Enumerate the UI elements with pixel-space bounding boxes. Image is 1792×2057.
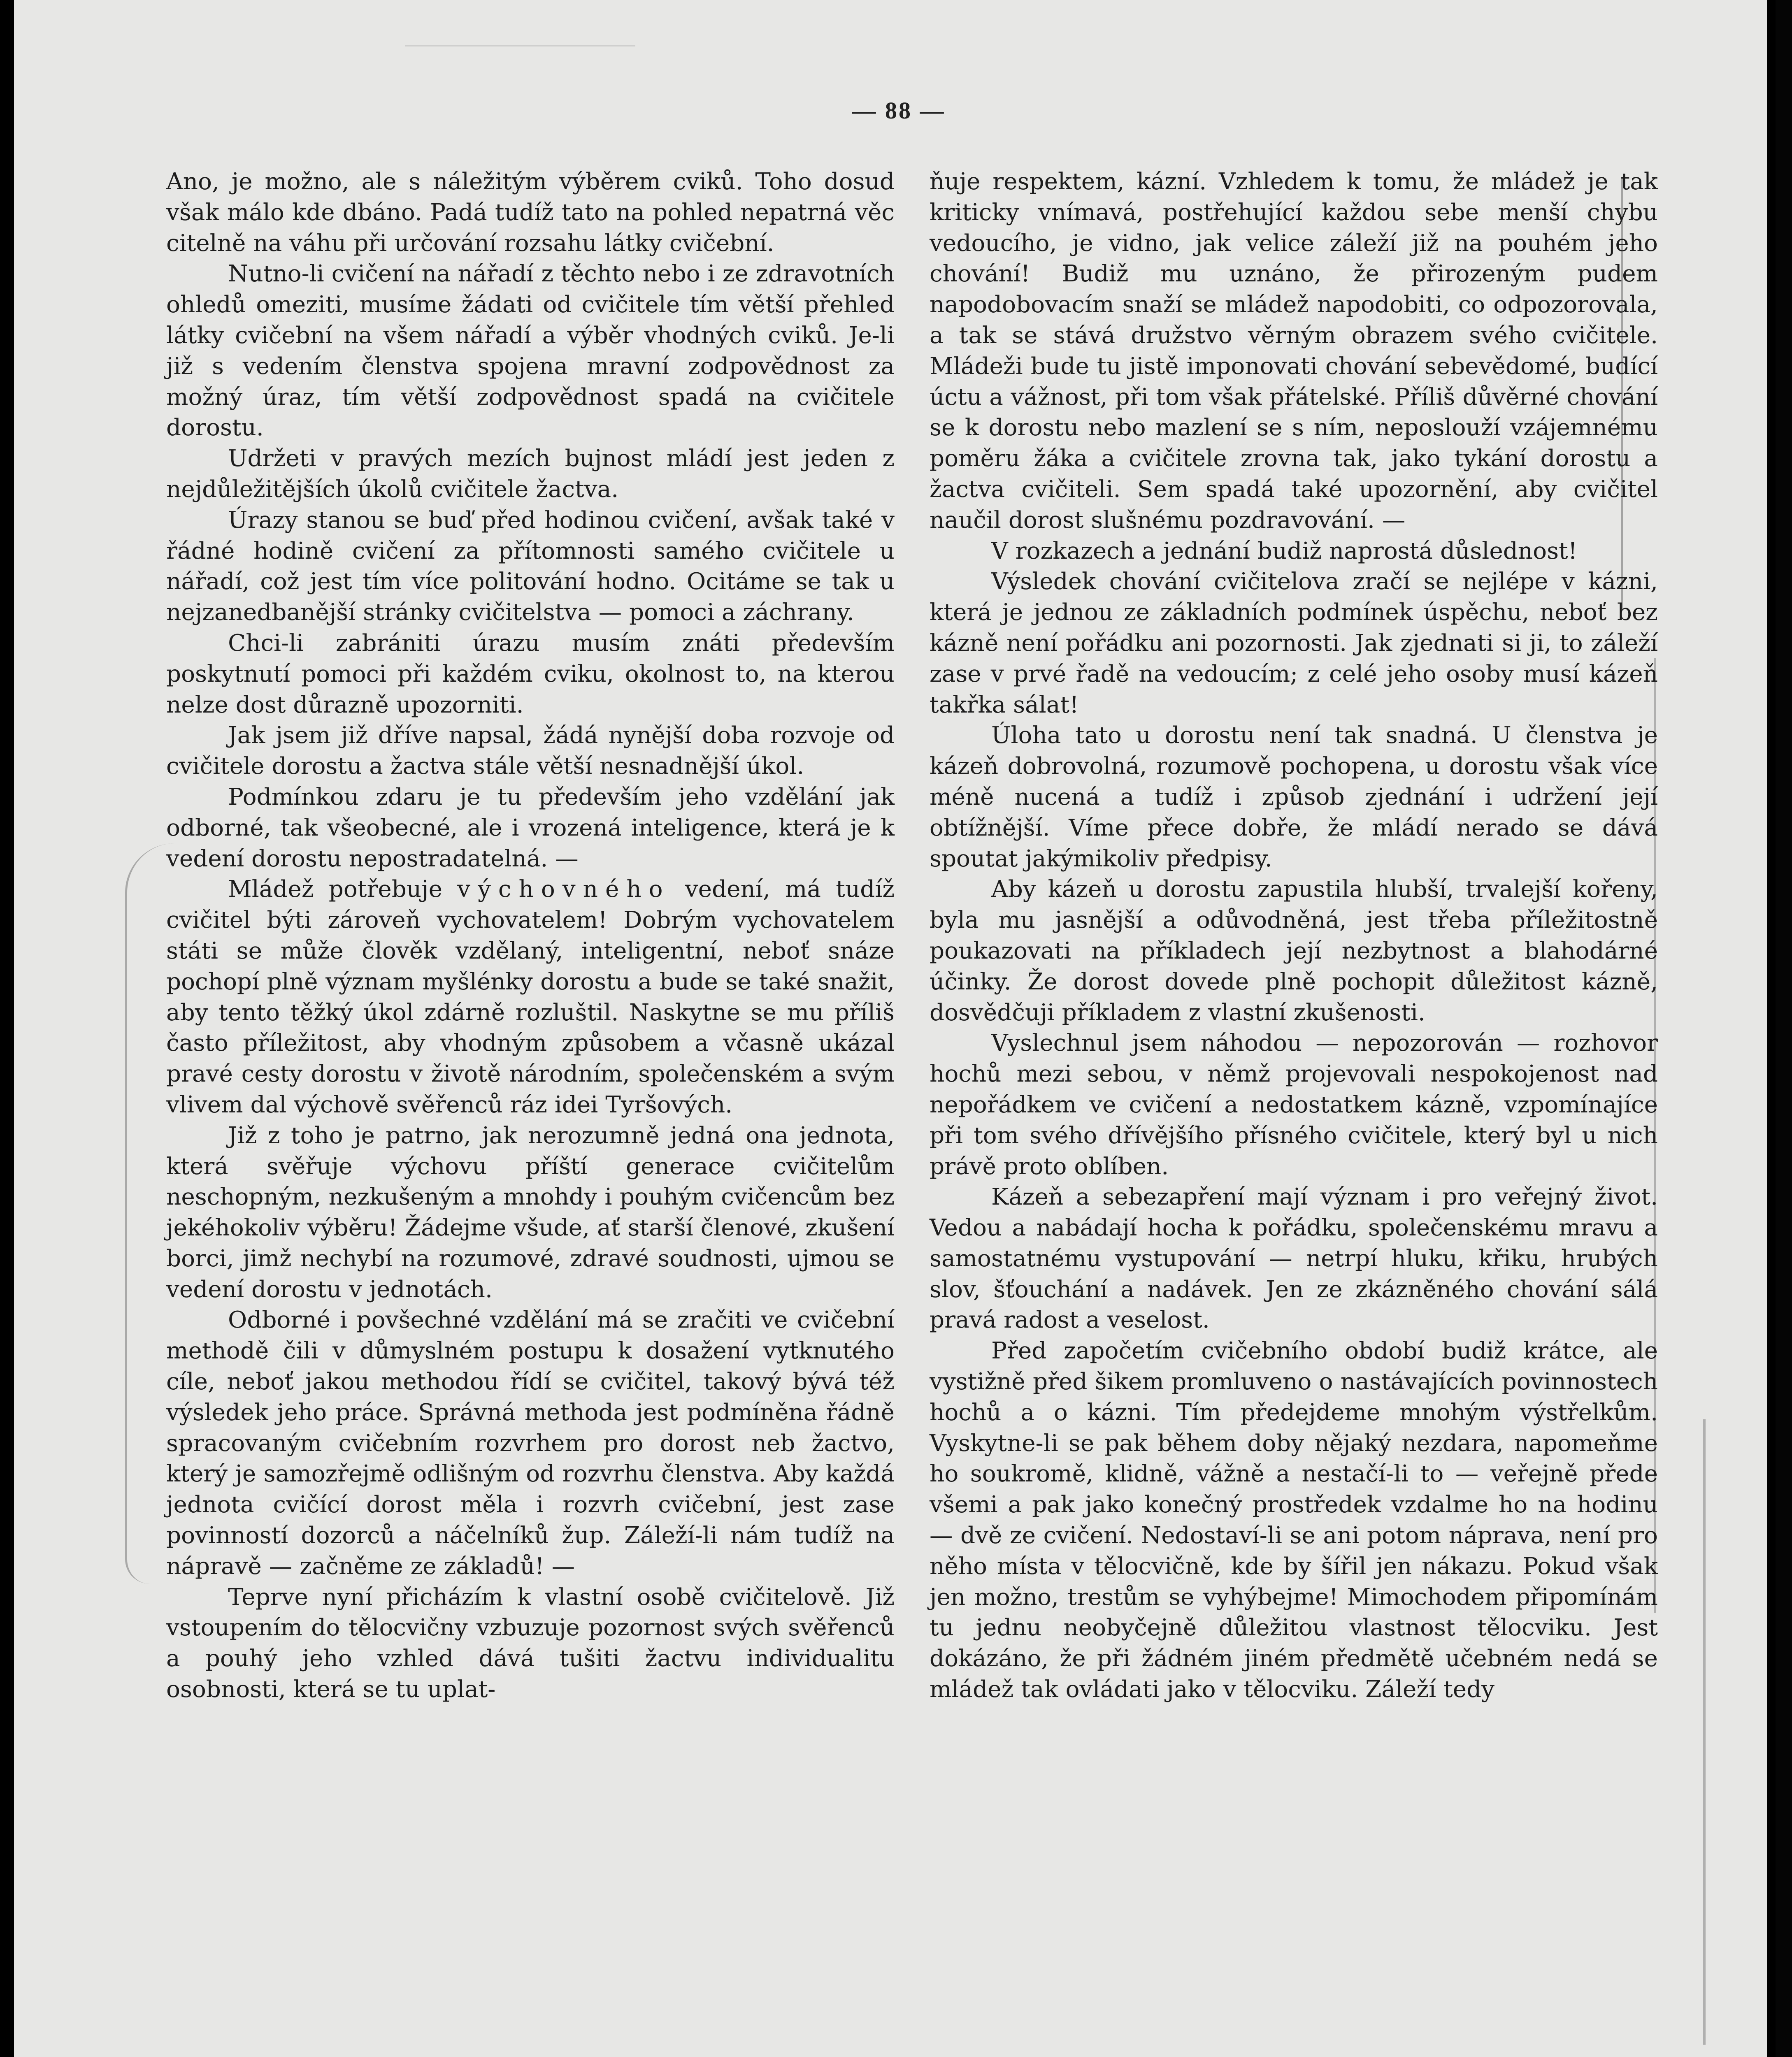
paragraph: Výsledek chování cvičitelova zračí se nejlépe v kázni, která je jednou ze základních podmínek úspěchu, neboť bez kázně není pořádku ani pozornosti. Jak zjednati si ji, to záleží zase v prvé řadě na vedoucím; z celé jeho osoby musí kázeň takřka sálat!	[930, 568, 1658, 718]
paragraph: Úrazy stanou se buď před hodinou cvičení, avšak také v řádné hodině cvičení za přítomnosti samého cvičitele u nářadí, což jest tím více politování hodno. Ocitáme se tak u nejzanedbanější stránky cvičitelstva — pomoci a záchrany.	[166, 506, 895, 626]
paragraph: Udržeti v pravých mezích bujnost mládí jest jeden z nejdůležitějších úkolů cvičitele žactva.	[166, 445, 895, 503]
paragraph: Teprve nyní přicházím k vlastní osobě cvičitelově. Již vstoupením do tělocvičny vzbuzuje pozornost svých svěřenců a pouhý jeho vzhled dává tušiti žactvu individualitu osobnosti, která se tu uplat-	[166, 1583, 895, 1703]
page-number: — 88 —	[852, 97, 946, 124]
paragraph: Před započetím cvičebního období budiž krátce, ale vystižně před šikem promluveno o nastávajících povinnostech hochů a o kázni. Tím předejdeme mnohým výstřelkům. Vyskytne-li se pak během doby nějaký nezdara, napomeňme ho soukromě, klidně, vážně a nestačí-li to — veřejně přede všemi a pak jako konečný prostředek vzdalme ho na hodinu — dvě ze cvičení. Nedostaví-li se ani potom náprava, není pro něho místa v tělocvičně, kde by šířil jen nákazu. Pokud však jen možno, trestům se vyhýbejme! Mimochodem připomínám tu jednu neobyčejně důležitou vlastnost tělocviku. Jest dokázáno, že při žádném jiném předmětě učebném nedá se mládež tak ovládati jako v tělocviku. Záleží tedy	[930, 1337, 1658, 1703]
scanned-page	[14, 0, 1767, 2057]
paragraph-lead: Mládež potřebuje	[228, 876, 443, 903]
paragraph: Vyslechnul jsem náhodou — nepozorován — rozhovor hochů mezi sebou, v němž projevovali nespokojenost nad nepořádkem ve cvičení a nedostatkem kázně, vzpomínajíce při tom svého dřívějšího přísného cvičitele, který byl u nich právě proto oblíben.	[930, 1030, 1658, 1180]
paragraph: Chci-li zabrániti úrazu musím znáti především poskytnutí pomoci při každém cviku, okolnost to, na kterou nelze dost důrazně upozorniti.	[166, 629, 895, 718]
paragraph: Podmínkou zdaru je tu především jeho vzdělání jak odborné, tak všeobecné, ale i vrozená inteligence, která je k vedení dorostu nepostradatelná. —	[166, 783, 895, 872]
paragraph	[166, 874, 895, 1120]
header-scribble	[405, 0, 635, 46]
paragraph: Ano, je možno, ale s náležitým výběrem cviků. Toho dosud však málo kde dbáno. Padá tudíž tato na pohled nepatrná věc citelně na váhu při určování rozsahu látky cvičební.	[166, 168, 895, 257]
paragraph: V rozkazech a jednání budiž naprostá důslednost!	[991, 537, 1578, 564]
right-column	[930, 167, 1658, 1705]
scan-edge-right	[1776, 0, 1792, 2057]
paragraph-rest: vedení, má tudíž cvičitel býti zároveň vychovatelem! Dobrým vychovatelem státi se může člověk vzdělaný, inteligentní, neboť snáze pochopí plně význam myšlénky dorostu a bude se také snažit, aby tento těžký úkol zdárně rozluštil. Naskytne se mu příliš často příležitost, aby vhodným způsobem a včasně ukázal pravé cesty dorostu v životě národním, společenském a svým vlivem dal výchově svěřenců ráz idei Tyršových.	[166, 876, 895, 1118]
left-column	[166, 167, 895, 1705]
paragraph: ňuje respektem, kázní. Vzhledem k tomu, že mládež je tak kriticky vnímavá, postřehující každou sebe menší chybu vedoucího, je vidno, jak velice záleží již na pouhém jeho chování! Budiž mu uznáno, že přirozeným pudem napodobovacím snaží se mládež napodobiti, co odpozorovala, a tak se stává družstvo věrným obrazem svého cvičitele. Mládeži bude tu jistě imponovati chování sebevědomé, budící úctu a vážnost, při tom však přátelské. Příliš důvěrné chování se k dorostu nebo mazlení se s ním, neposlouží vzájemnému poměru žáka a cvičitele zrovna tak, jako tykání dorostu a žactva cvičiteli. Sem spadá také upozornění, aby cvičitel naučil dorost slušnému pozdravování. —	[930, 168, 1658, 534]
paragraph: Odborné i povšechné vzdělání má se zračiti ve cvičební methodě čili v důmyslném postupu k dosažení vytknutého cíle, neboť jakou methodou řídí se cvičitel, takový bývá též výsledek jeho práce. Správná methoda jest podmíněna řádně spracovaným cvičebním rozvrhem pro dorost neb žactvo, který je samozřejmě odlišným od rozvrhu členstva. Aby každá jednota cvičící dorost měla i rozvrh cvičební, jest zase povinností dozorců a náčelníků žup. Záleží-li nám tudíž na nápravě — začněme ze základů! —	[166, 1307, 895, 1580]
paragraph: Úloha tato u dorostu není tak snadná. U členstva je kázeň dobrovolná, rozumově pochopena, u dorostu však více méně nucená a tudíž i způsob zjednání i udržení její obtížnější. Víme přece dobře, že mládí nerado se dává spoutat jakýmikoliv předpisy.	[930, 722, 1658, 872]
paragraph: Aby kázeň u dorostu zapustila hlubší, trvalejší kořeny, byla mu jasnější a odůvodněná, jest třeba příležitostně poukazovati na příkladech její nezbytnost a blahodárné účinky. Že dorost dovede plně pochopit důležitost kázně, dosvědčuji příkladem z vlastní zkušenosti.	[930, 876, 1658, 1026]
paragraph: Jak jsem již dříve napsal, žádá nynější doba rozvoje od cvičitele dorostu a žactva stále větší nesnadnější úkol.	[166, 722, 895, 780]
pencil-margin-mark-right-3	[1703, 1419, 1706, 2045]
paragraph: Kázeň a sebezapření mají význam i pro veřejný život. Vedou a nabádají hocha k pořádku, společenskému mravu a samostatnému vystupování — netrpí hluku, křiku, hrubých slov, šťouchání a nadávek. Jen ze zkázněného chování sálá pravá radost a veselost.	[930, 1184, 1658, 1334]
paragraph: Již z toho je patrno, jak nerozumně jedná ona jednota, která svěřuje výchovu příští generace cvičitelům neschopným, nezkušeným a mnohdy i pouhým cvičencům bez jekéhokoliv výběru! Žádejme všude, ať starší členové, zkušení borci, jimž nechybí na rozumové, zdravé soudnosti, ujmou se vedení dorostu v jednotách.	[166, 1122, 895, 1303]
spaced-emphasis: výchovného	[457, 876, 670, 903]
paragraph: Nutno-li cvičení na nářadí z těchto nebo i ze zdravotních ohledů omeziti, musíme žádati od cvičitele tím větší přehled látky cvičební na všem nářadí a výběr vhodných cviků. Je-li již s vedením členstva spojena mravní zodpovědnost za možný úraz, tím větší zodpovědnost spadá na cvičitele dorostu.	[166, 260, 895, 441]
